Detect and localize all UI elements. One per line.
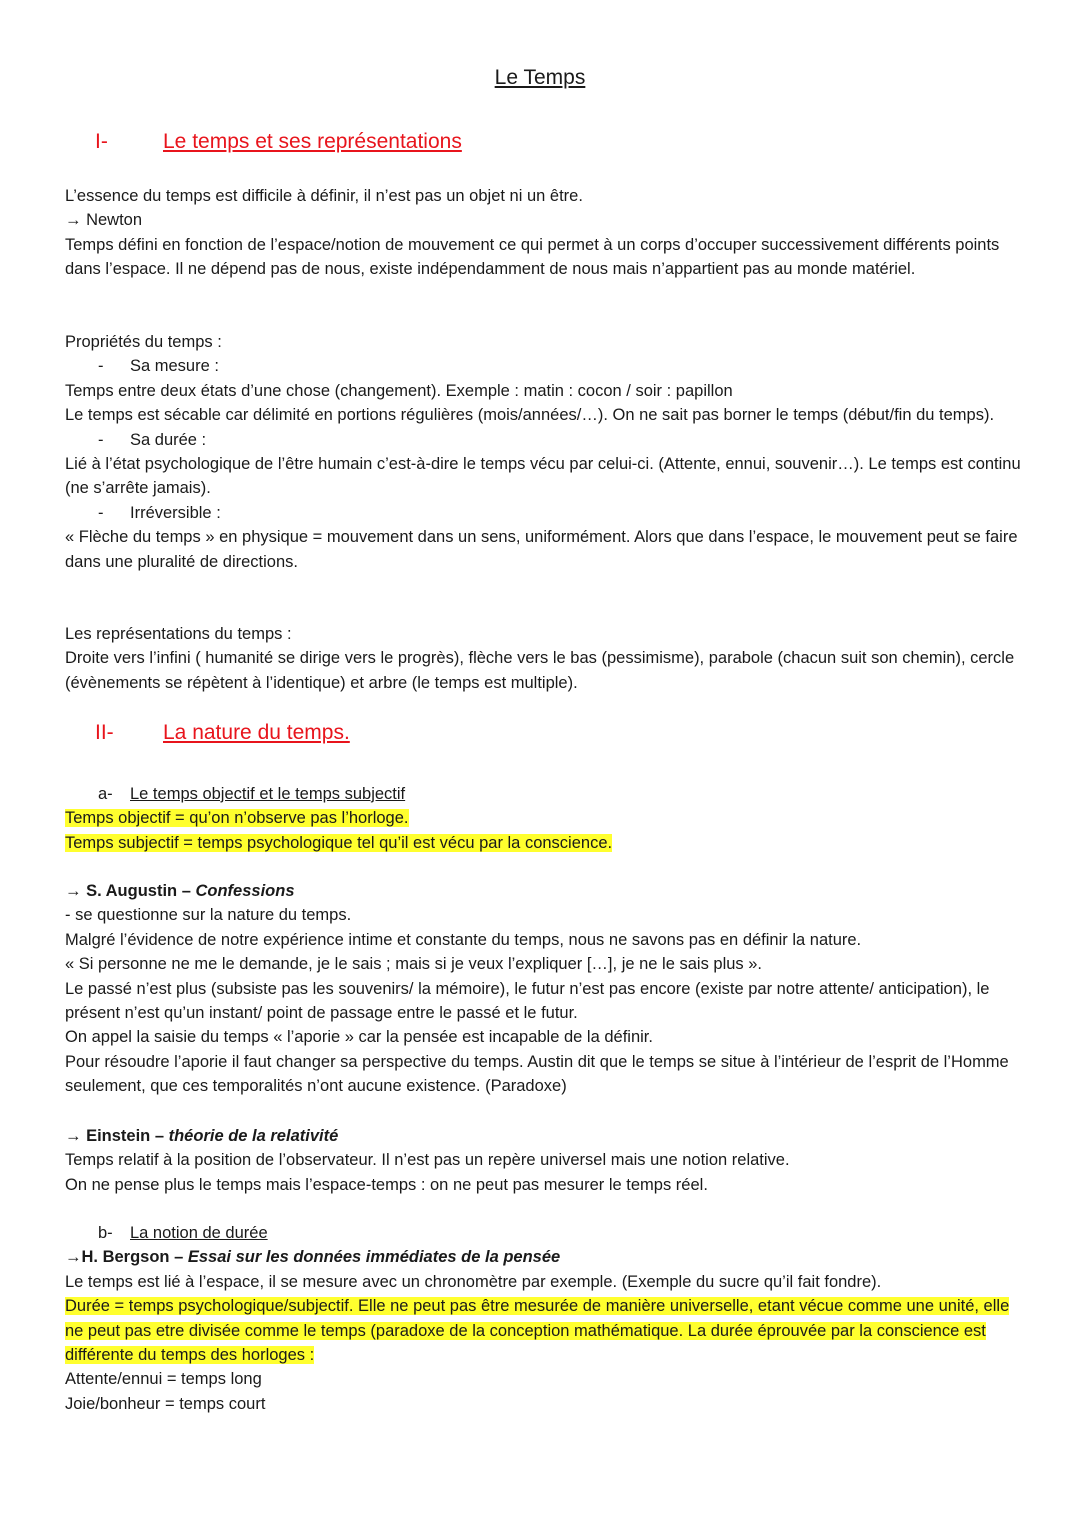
irreversible-text: « Flèche du temps » en physique = mouvement dans un sens, uniformément. Alors que dans l’espace, le mouvement peut se faire dans une pluralité de directions. bbox=[65, 528, 1018, 571]
subsection-b bbox=[65, 1221, 1025, 1416]
bergson-line-1: Le temps est lié à l’espace, il se mesure avec un chronomètre par exemple. (Exemple du sucre qu’il fait fondre). bbox=[65, 1272, 882, 1291]
subsection-a-title: Le temps objectif et le temps subjectif bbox=[130, 785, 406, 803]
objective-time-highlight: Temps objectif = qu’on n’observe pas l’horloge. bbox=[65, 809, 409, 828]
augustin-heading bbox=[65, 879, 1025, 903]
page-title: Le Temps bbox=[494, 66, 586, 89]
bergson-duree bbox=[65, 1294, 1025, 1367]
einstein-block bbox=[65, 1124, 1025, 1197]
subjective-time bbox=[65, 831, 1025, 855]
bullet-irreversible bbox=[65, 501, 1025, 525]
bergson-heading bbox=[65, 1245, 1025, 1269]
bullet-dash: - bbox=[98, 357, 104, 376]
subsection-a bbox=[65, 782, 1025, 855]
subsection-b-title: La notion de durée bbox=[130, 1224, 268, 1242]
objective-time bbox=[65, 806, 1025, 830]
mesure-line-2: Le temps est sécable car délimité en portions régulières (mois/années/…). On ne sait pas borner le temps (début/fin du temps). bbox=[65, 406, 995, 425]
section-1-number: I- bbox=[95, 130, 108, 153]
bergson-duree-highlight: Durée = temps psychologique/subjectif. Elle ne peut pas être mesurée de manière universelle, etant vécue comme une unité, elle ne peut pas etre divisée comme le temps (paradoxe de la conception mathématique. La durée éprouvée par la conscience est différente du temps des horloges : bbox=[65, 1297, 1010, 1365]
section-1-heading bbox=[0, 130, 1080, 160]
einstein-line-1: Temps relatif à la position de l’observateur. Il n’est pas un repère universel mais une notion relative. bbox=[65, 1151, 790, 1170]
einstein-work: théorie de la relativité bbox=[168, 1127, 339, 1145]
subsection-a-label: a- bbox=[98, 785, 113, 803]
properties-title: Propriétés du temps : bbox=[65, 333, 222, 351]
section-2-number: II- bbox=[95, 721, 114, 744]
augustin-line-1: - se questionne sur la nature du temps. bbox=[65, 906, 352, 925]
subsection-a-heading bbox=[65, 782, 1025, 806]
newton-text: Temps défini en fonction de l’espace/notion de mouvement ce qui permet à un corps d’occuper successivement différents points dans l’espace. Il ne dépend pas de nous, existe indépendamment de nous mais n’appartient pas au monde matériel. bbox=[65, 235, 1000, 279]
augustin-work: Confessions bbox=[195, 882, 295, 900]
augustin-line-2: Malgré l’évidence de notre expérience intime et constante du temps, nous ne savons pas en définir la nature. bbox=[65, 930, 862, 949]
augustin-author: → S. Augustin – bbox=[65, 882, 196, 900]
bullet-dash: - bbox=[98, 503, 104, 522]
bergson-work: Essai sur les données immédiates de la pensée bbox=[187, 1248, 561, 1267]
subjective-time-highlight: Temps subjectif = temps psychologique tel qu’il est vécu par la conscience. bbox=[65, 833, 613, 852]
representations-block bbox=[65, 622, 1025, 695]
intro-line: L’essence du temps est difficile à définir, il n’est pas un objet ni un être. bbox=[65, 187, 583, 205]
einstein-heading bbox=[65, 1124, 1025, 1148]
newton-ref: → Newton bbox=[65, 211, 143, 230]
bergson-author: →H. Bergson – bbox=[65, 1248, 188, 1267]
augustin-line-5: On appel la saisie du temps « l’aporie » car la pensée est incapable de la définir. bbox=[65, 1028, 653, 1047]
einstein-author: → Einstein – bbox=[65, 1127, 169, 1145]
mesure-line-1: Temps entre deux états d’une chose (changement). Exemple : matin : cocon / soir : papillon bbox=[65, 381, 733, 400]
section-1-title: Le temps et ses représentations bbox=[163, 130, 462, 153]
bullet-irreversible-label: Irréversible : bbox=[130, 503, 221, 522]
augustin-line-6: Pour résoudre l’aporie il faut changer sa perspective du temps. Austin dit que le temps se situe à l’intérieur de l’esprit de l’Homme seulement, que ces temporalités n’ont aucune existence. (Paradoxe) bbox=[65, 1052, 1009, 1096]
bullet-duree-label: Sa durée : bbox=[130, 430, 207, 449]
section-1-intro bbox=[65, 184, 1025, 282]
subsection-b-heading bbox=[65, 1221, 1025, 1245]
bullet-mesure-label: Sa mesure : bbox=[130, 357, 219, 376]
bullet-duree bbox=[65, 428, 1025, 452]
representations-title: Les représentations du temps : bbox=[65, 625, 292, 643]
representations-text: Droite vers l’infini ( humanité se dirige vers le progrès), flèche vers le bas (pessimisme), parabole (chacun suit son chemin), cercle (évènements se répètent à l’identique) et arbre (le temps est multiple). bbox=[65, 649, 1015, 692]
augustin-block bbox=[65, 879, 1025, 1099]
subsection-b-label: b- bbox=[98, 1224, 113, 1242]
properties-block bbox=[65, 330, 1025, 574]
bergson-line-2: Attente/ennui = temps long bbox=[65, 1370, 262, 1389]
augustin-line-3: « Si personne ne me le demande, je le sais ; mais si je veux l’expliquer […], je ne le sais plus ». bbox=[65, 955, 763, 974]
bullet-dash: - bbox=[98, 430, 104, 449]
section-2-title: La nature du temps. bbox=[163, 721, 350, 744]
augustin-line-4: Le passé n’est plus (subsiste pas les souvenirs/ la mémoire), le futur n’est pas encore (existe par notre attente/ anticipation), le présent n’est qu’un instant/ point de passage entre le passé et le futur. bbox=[65, 979, 990, 1023]
bullet-mesure bbox=[65, 354, 1025, 378]
duree-text: Lié à l’état psychologique de l’être humain c’est-à-dire le temps vécu par celui-ci. (Attente, ennui, souvenir…). Le temps est continu (ne s’arrête jamais). bbox=[65, 455, 1021, 498]
section-2-heading bbox=[0, 721, 1080, 751]
einstein-line-2: On ne pense plus le temps mais l’espace-temps : on ne peut pas mesurer le temps réel. bbox=[65, 1175, 708, 1194]
bergson-line-3: Joie/bonheur = temps court bbox=[65, 1394, 266, 1413]
